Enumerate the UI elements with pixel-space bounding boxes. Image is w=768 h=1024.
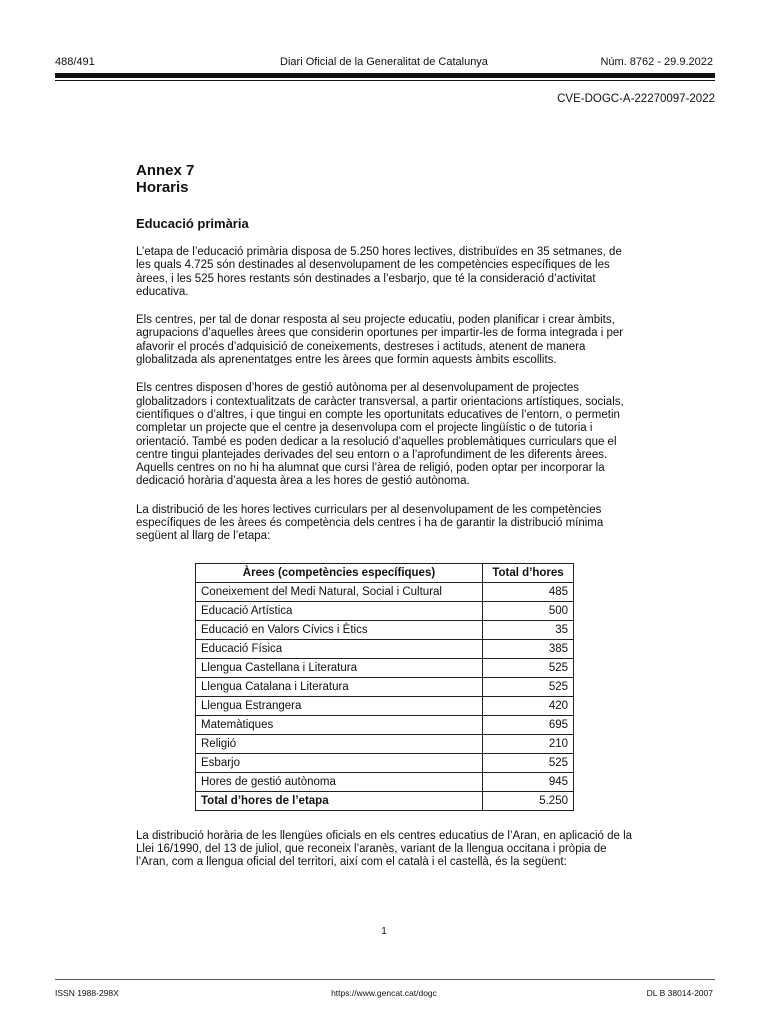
area-cell: Coneixement del Medi Natural, Social i Cultural — [196, 582, 483, 601]
table-row — [196, 677, 574, 696]
total-label-cell: Total d’hores de l’etapa — [196, 791, 483, 810]
hours-cell: 945 — [483, 772, 574, 791]
area-cell: Llengua Catalana i Literatura — [196, 677, 483, 696]
annex-title: Horaris — [136, 179, 189, 196]
area-cell: Hores de gestió autònoma — [196, 772, 483, 791]
area-cell: Llengua Estrangera — [196, 696, 483, 715]
table-row — [196, 601, 574, 620]
area-cell: Matemàtiques — [196, 715, 483, 734]
table-row — [196, 696, 574, 715]
hours-cell: 525 — [483, 677, 574, 696]
table-total-row — [196, 791, 574, 810]
section-title: Educació primària — [136, 216, 249, 231]
area-cell: Educació Artística — [196, 601, 483, 620]
closing-paragraph: La distribució horària de les llengües oficials en els centres educatius de l’Aran, en aplicació de la Llei 16/1990, del 13 de juliol, que reconeix l’aranès, variant de la llengua occitana i pròpia de l’Aran, com a llengua oficial del territori, així com el català i el castellà, és la següent: — [136, 829, 633, 869]
hours-cell: 525 — [483, 753, 574, 772]
table-row — [196, 772, 574, 791]
table-row — [196, 639, 574, 658]
hours-cell: 420 — [483, 696, 574, 715]
column-header-areas: Àrees (competències específiques) — [196, 563, 483, 582]
table-row — [196, 582, 574, 601]
document-body — [136, 162, 636, 870]
area-cell: Educació en Valors Cívics i Ètics — [196, 620, 483, 639]
paragraph: L’etapa de l’educació primària disposa de 5.250 hores lectives, distribuïdes en 35 setmanes, de les quals 4.725 són destinades al desenvolupament de les competències específiques de les àrees, i les 525 hores restants són destinades a l’esbarjo, que té la consideració d’activitat educativa. — [136, 246, 622, 298]
paragraph: La distribució de les hores lectives curriculars per al desenvolupament de les competències específiques de les àrees és competència dels centres i ha de garantir la distribució mínima següent al llarg de l’etapa: — [136, 503, 604, 543]
hours-cell: 210 — [483, 734, 574, 753]
paragraph: Els centres, per tal de donar resposta al seu projecte educatiu, poden planificar i crear àmbits, agrupacions d’aquelles àrees que considerin oportunes per impartir-les de forma integrada i per afavorir el procés d’adquisició de coneixements, destreses i actituds, atenent de manera globalitzada als aprenentatges entre les àrees que formin aquests àmbits escollits. — [136, 314, 624, 367]
footer-rule — [55, 979, 715, 980]
publication-title: Diari Oficial de la Generalitat de Catalunya — [280, 56, 488, 68]
table-row — [196, 734, 574, 753]
hours-cell: 525 — [483, 658, 574, 677]
table-row — [196, 715, 574, 734]
header-rule-thick — [55, 73, 715, 78]
table-row — [196, 753, 574, 772]
page-count: 488/491 — [55, 56, 95, 68]
area-cell: Esbarjo — [196, 753, 483, 772]
table-header-row — [196, 563, 574, 582]
paragraph: Els centres disposen d’hores de gestió autònoma per al desenvolupament de projectes globalitzadors i contextualitzats de caràcter transversal, a partir orientacions artístiques, socials, científiques o d’altres, i que tingui en compte les oportunitats educatives de l’entorn, o permetin completar un projecte que el centre ja desenvolupa com el projecte lingüístic o de tutoria i orientació. També es poden dedicar a la resolució d’aquelles problemàtiques curriculars que el centre tingui plantejades derivades del seu entorn o a l’aprofundiment de les diferents àrees. Aquells centres on no hi ha alumnat que cursi l’àrea de religió, poden optar per incorporar la dedicació horària d’aquesta àrea a les hores de gestió autònoma. — [136, 382, 624, 488]
header-rule-thin — [55, 80, 715, 81]
table-row — [196, 658, 574, 677]
cve-code: CVE-DOGC-A-22270097-2022 — [557, 93, 715, 105]
hours-cell: 695 — [483, 715, 574, 734]
hours-cell: 500 — [483, 601, 574, 620]
total-hours-cell: 5.250 — [483, 791, 574, 810]
page-number: 1 — [381, 926, 387, 937]
hours-table — [195, 563, 574, 811]
hours-cell: 385 — [483, 639, 574, 658]
footer-issn: ISSN 1988-298X — [55, 988, 119, 998]
hours-cell: 485 — [483, 582, 574, 601]
annex-number: Annex 7 — [136, 162, 195, 179]
issue-number-date: Núm. 8762 - 29.9.2022 — [600, 56, 713, 68]
hours-cell: 35 — [483, 620, 574, 639]
footer-url: https://www.gencat.cat/dogc — [331, 988, 437, 998]
area-cell: Religió — [196, 734, 483, 753]
table-row — [196, 620, 574, 639]
area-cell: Educació Física — [196, 639, 483, 658]
column-header-hours: Total d’hores — [483, 563, 574, 582]
footer-legal-deposit: DL B 38014-2007 — [646, 988, 713, 998]
area-cell: Llengua Castellana i Literatura — [196, 658, 483, 677]
